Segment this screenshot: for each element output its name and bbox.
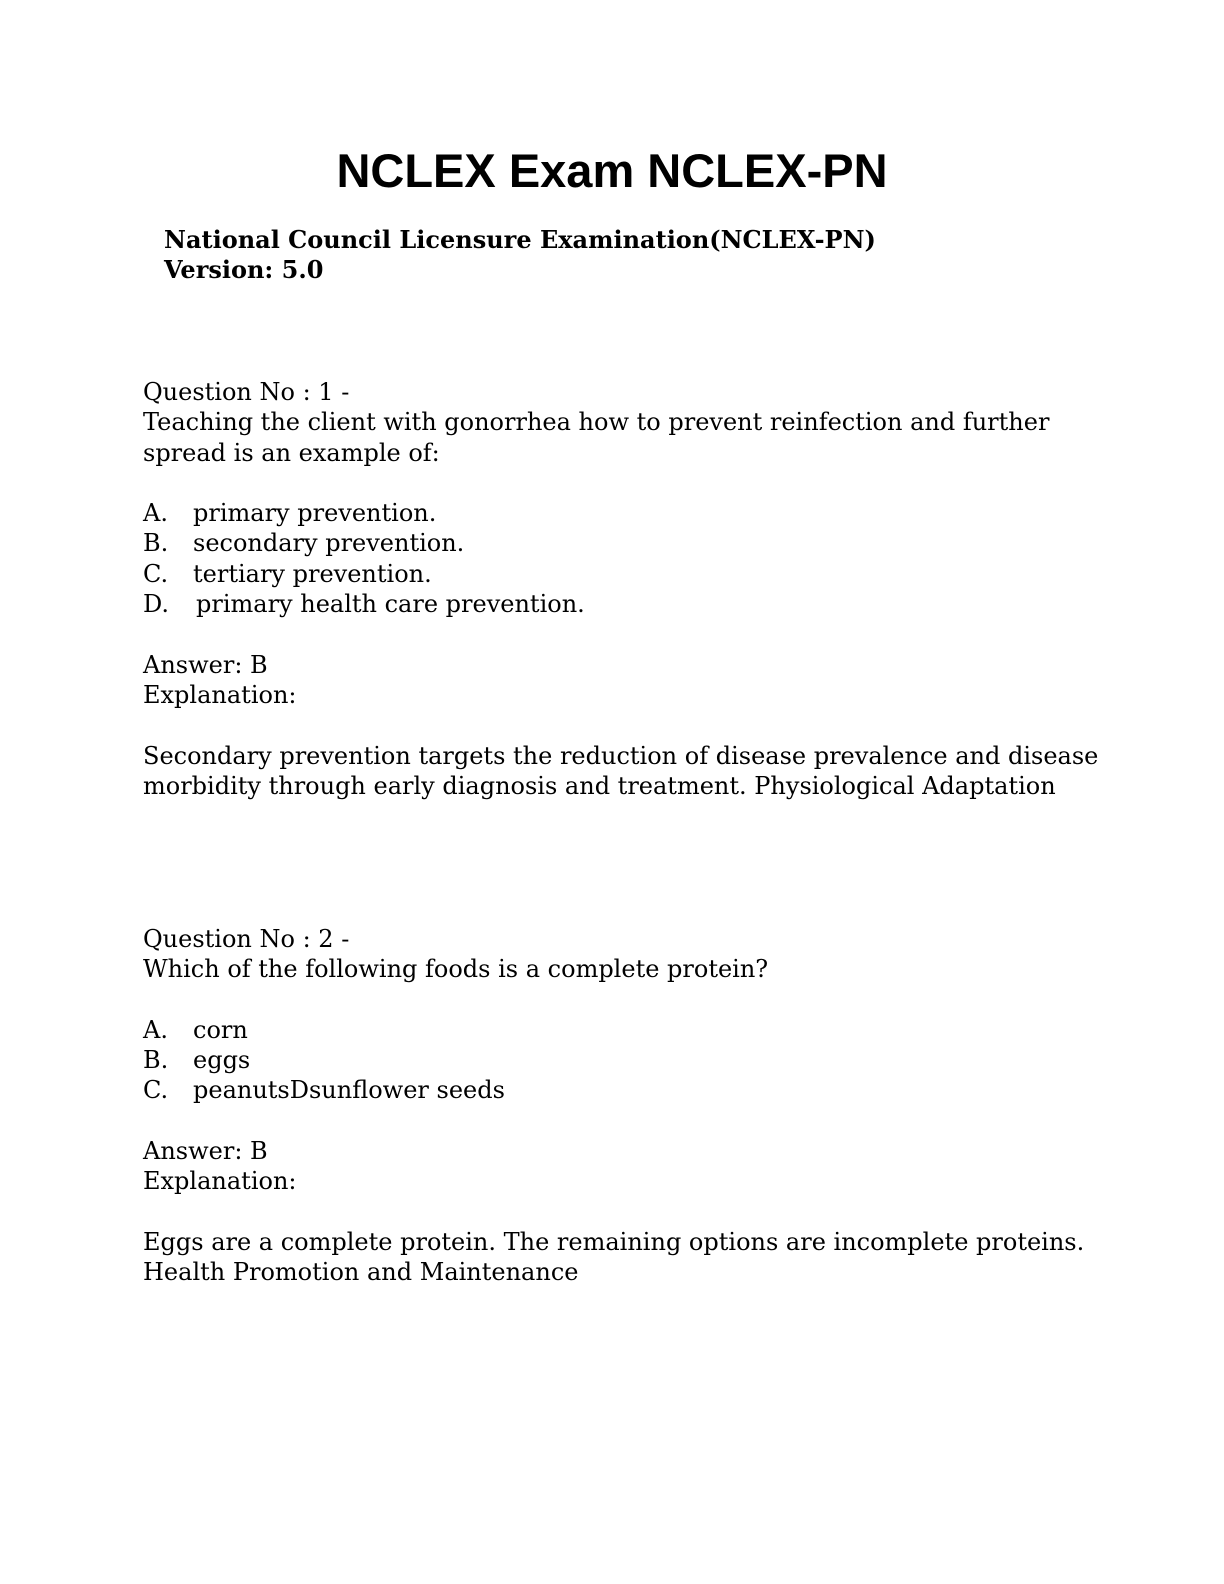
explanation-label: Explanation: [143,680,297,709]
option-c [143,559,1143,589]
option-letter: A. [143,499,168,528]
option-c [143,1075,1143,1105]
explanation-text-line: Health Promotion and Maintenance [143,1258,579,1287]
explanation-label: Explanation: [143,1167,297,1196]
option-letter: C. [143,559,169,588]
option-b [143,528,1143,558]
document-title: NCLEX Exam NCLEX-PN [336,144,888,197]
exam-name: National Council Licensure Examination(NCLEX-PN) [164,225,876,254]
explanation-text-line: Secondary prevention targets the reduction of disease prevalence and disease [143,741,1099,770]
question-text-line: spread is an example of: [143,438,440,467]
question-2 [143,924,1143,1288]
option-text: eggs [193,1046,251,1075]
question-label: Question No : 2 - [143,925,350,953]
option-letter: C. [143,1076,169,1105]
answer: Answer: B [143,1137,268,1166]
option-letter: A. [143,1015,168,1044]
explanation-text-line: Eggs are a complete protein. The remaining options are incomplete proteins. [143,1227,1085,1256]
option-text: primary prevention. [193,499,437,528]
option-a [143,498,1143,528]
option-b [143,1045,1143,1075]
question-text-line: Which of the following foods is a complete protein? [143,955,769,984]
option-a [143,1015,1143,1045]
option-text: primary health care prevention. [196,590,585,619]
option-letter: B. [143,1046,169,1075]
option-text: tertiary prevention. [193,559,432,588]
option-text: corn [193,1015,248,1044]
option-letter: D. [143,590,170,619]
option-text: secondary prevention. [193,529,465,558]
option-d [143,589,1143,619]
option-text: peanutsDsunflower seeds [193,1076,505,1105]
question-1 [143,377,1143,801]
exam-info [164,225,876,285]
question-text-line: Teaching the client with gonorrhea how to prevent reinfection and further [143,408,1050,437]
answer: Answer: B [143,650,268,679]
explanation-text-line: morbidity through early diagnosis and treatment. Physiological Adaptation [143,771,1056,800]
question-label: Question No : 1 - [143,378,350,406]
exam-version: Version: 5.0 [164,255,324,284]
option-letter: B. [143,529,169,558]
